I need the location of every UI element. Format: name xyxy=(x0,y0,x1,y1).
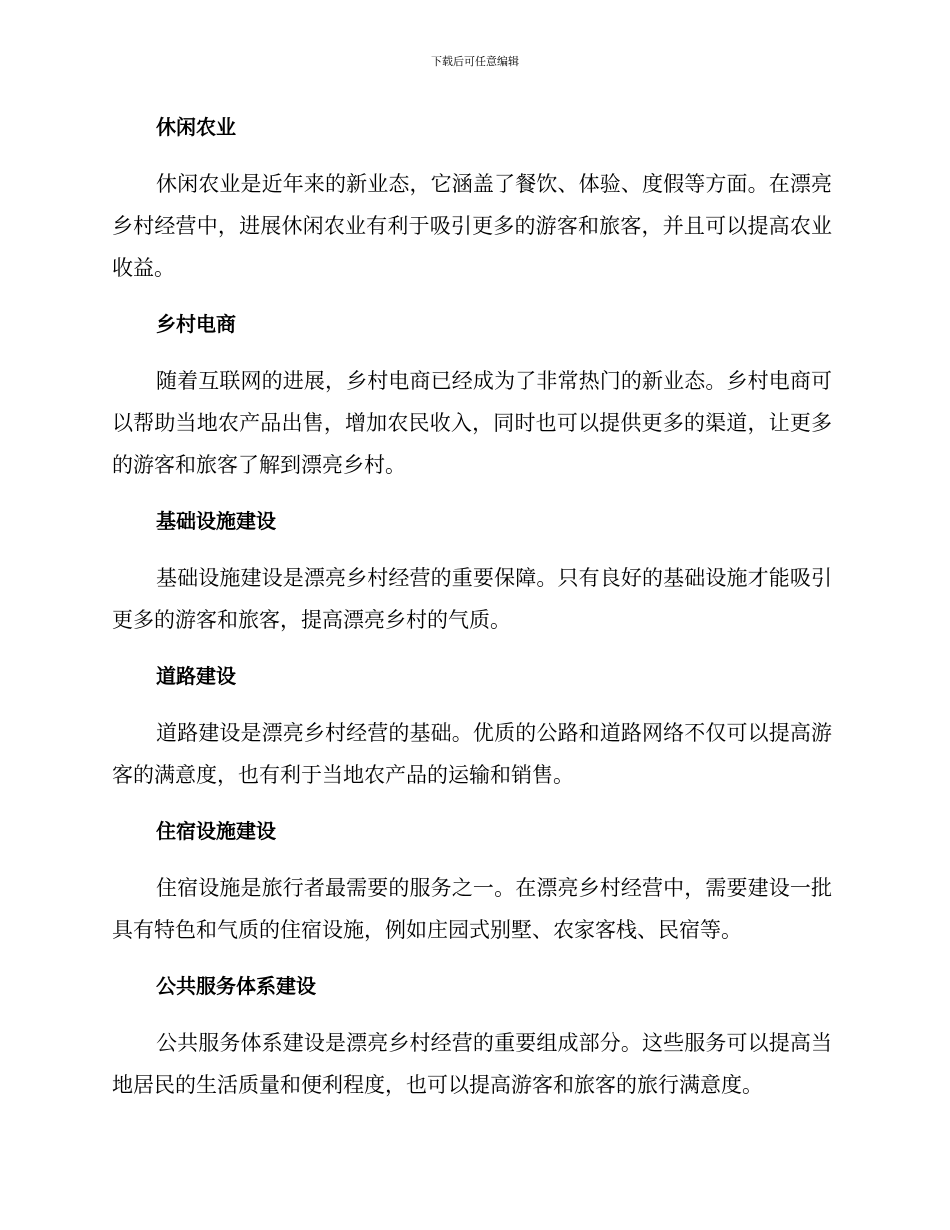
section-title-public-services: 公共服务体系建设 xyxy=(156,974,316,998)
section-body-infrastructure: 基础设施建设是漂亮乡村经营的重要保障。只有良好的基础设施才能吸引更多的游客和旅客，提高漂亮乡村的气质。 xyxy=(112,566,832,632)
document-body xyxy=(112,108,832,1106)
section-title-road-construction: 道路建设 xyxy=(156,664,236,688)
section-body-accommodation: 住宿设施是旅行者最需要的服务之一。在漂亮乡村经营中，需要建设一批具有特色和气质的住宿设施，例如庄园式别墅、农家客栈、民宿等。 xyxy=(112,876,832,942)
section-body-rural-ecommerce: 随着互联网的进展，乡村电商已经成为了非常热门的新业态。乡村电商可以帮助当地农产品出售，增加农民收入，同时也可以提供更多的渠道，让更多的游客和旅客了解到漂亮乡村。 xyxy=(112,369,832,477)
section-body-public-services: 公共服务体系建设是漂亮乡村经营的重要组成部分。这些服务可以提高当地居民的生活质量和便利程度，也可以提高游客和旅客的旅行满意度。 xyxy=(112,1031,832,1097)
section-title-rural-ecommerce: 乡村电商 xyxy=(156,312,236,336)
page-header: 下载后可任意编辑 xyxy=(431,55,519,68)
section-title-infrastructure: 基础设施建设 xyxy=(156,509,276,533)
section-title-leisure-agriculture: 休闲农业 xyxy=(156,115,236,139)
section-body-leisure-agriculture: 休闲农业是近年来的新业态，它涵盖了餐饮、体验、度假等方面。在漂亮乡村经营中，进展休闲农业有利于吸引更多的游客和旅客，并且可以提高农业收益。 xyxy=(112,172,832,280)
section-body-road-construction: 道路建设是漂亮乡村经营的基础。优质的公路和道路网络不仅可以提高游客的满意度，也有利于当地农产品的运输和销售。 xyxy=(112,721,832,787)
section-title-accommodation: 住宿设施建设 xyxy=(156,819,276,843)
